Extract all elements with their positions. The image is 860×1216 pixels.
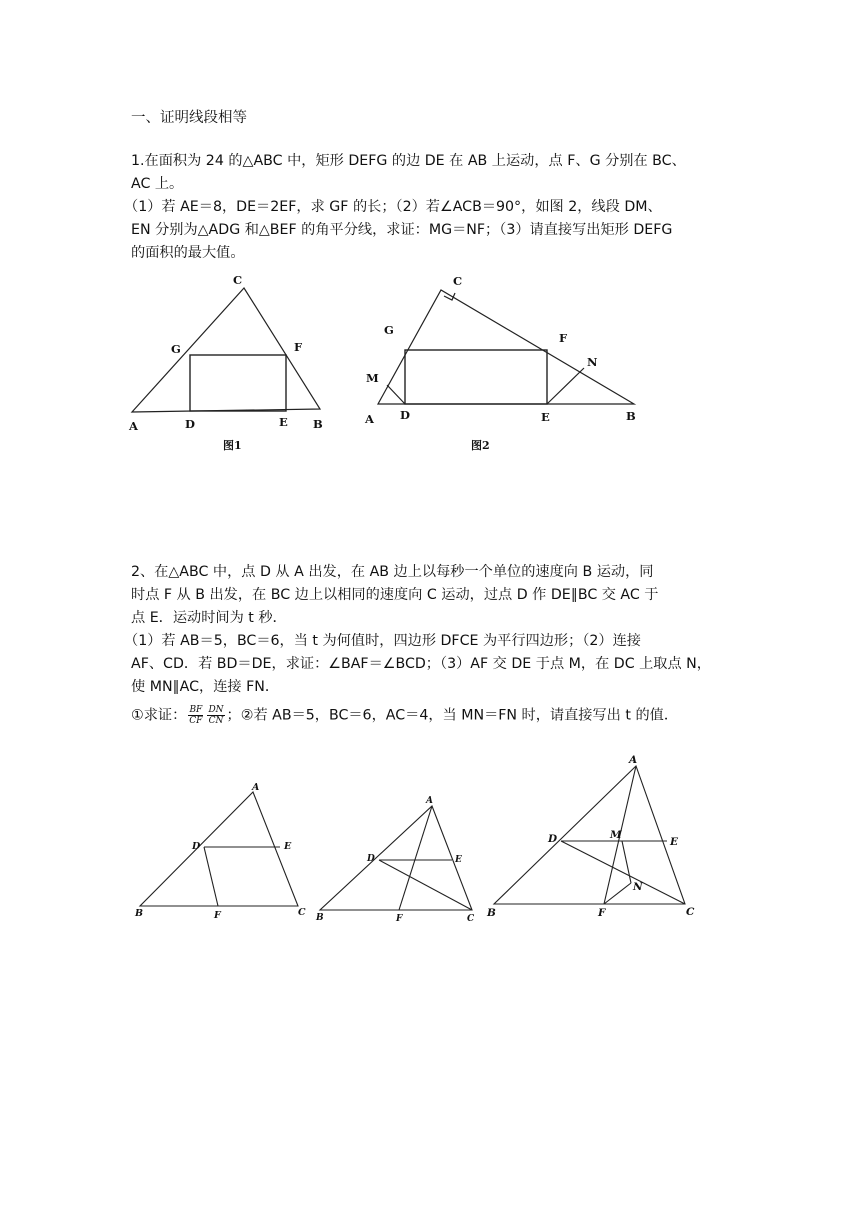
problem1-line: AC 上。 [131, 176, 184, 192]
fig3-label-e: E [284, 841, 292, 852]
problem2-line: 2、在△ABC 中，点 D 从 A 出发，在 AB 边上以每秒一个单位的速度向 B 运动，同 [131, 564, 654, 580]
fig5-segment-mn [622, 841, 631, 883]
fig5-label-d: D [548, 833, 558, 845]
fig5-label-b: B [487, 907, 496, 919]
fig2-label-n: N [587, 355, 598, 369]
section-title: 一、证明线段相等 [131, 110, 247, 126]
fig5-triangle-abc [494, 766, 685, 904]
fig2-label-g: G [384, 323, 394, 337]
fig3-label-d: D [192, 841, 201, 852]
fig4-label-c: C [467, 914, 475, 924]
fig5-label-e: E [670, 836, 679, 848]
last-line-prefix: ①求证： [131, 707, 187, 724]
problem1-line: 1.在面积为 24 的△ABC 中，矩形 DEFG 的边 DE 在 AB 上运动，点 F、G 分别在 BC、 [131, 153, 686, 169]
fig1-label-b: B [313, 417, 323, 431]
fig1-label-f: F [294, 340, 303, 354]
problem2-line: 时点 F 从 B 出发，在 BC 边上以相同的速度向 C 运动，过点 D 作 DE∥BC 交 AC 于 [131, 587, 659, 603]
fig1-label-c: C [233, 273, 243, 287]
fig3-label-c: C [298, 907, 306, 918]
fraction-numerator: DN [208, 705, 224, 715]
fig1-label-e: E [279, 415, 288, 429]
problem1-line: 的面积的最大值。 [131, 245, 245, 261]
fig2-label-d: D [400, 408, 410, 422]
fig3-label-a: A [252, 782, 260, 793]
fig5-label-f: F [598, 907, 606, 919]
fig1-label-g: G [171, 342, 181, 356]
fig2-label-f: F [559, 331, 568, 345]
problem1-line: EN 分别为△ADG 和△BEF 的角平分线，求证：MG＝NF；（3）请直接写出矩形 DEFG [131, 222, 673, 238]
fig1-caption: 图1 [223, 439, 242, 452]
fig5-label-m: M [610, 829, 622, 841]
fig4-label-a: A [426, 796, 433, 806]
fig5-label-n: N [633, 881, 643, 893]
fig4-label-f: F [396, 914, 403, 924]
fig2-caption: 图2 [471, 439, 490, 452]
last-line-suffix: ；②若 AB＝5，BC＝6，AC＝4，当 MN＝FN 时，请直接写出 t 的值． [226, 707, 679, 724]
fig2-label-e: E [541, 410, 550, 424]
fig2-label-a: A [365, 412, 374, 426]
fig3-label-b: B [135, 908, 144, 919]
fig1-label-d: D [185, 417, 195, 431]
fig4-label-b: B [316, 913, 324, 923]
problem2-line: （1）若 AB＝5，BC＝6，当 t 为何值时，四边形 DFCE 为平行四边形；（2）连接 [124, 633, 641, 649]
problem1-line: （1）若 AE＝8，DE＝2EF，求 GF 的长；（2）若∠ACB＝90°，如图 2，线段 DM、 [124, 199, 662, 215]
problem2-line: AF、CD．若 BD＝DE，求证：∠BAF＝∠BCD；（3）AF 交 DE 于点 M，在 DC 上取点 N， [131, 656, 711, 672]
fig3-label-f: F [214, 910, 221, 921]
fig4-label-d: D [367, 854, 375, 864]
fig4-label-e: E [455, 855, 462, 865]
fig2-label-b: B [626, 409, 636, 423]
fig2-label-c: C [453, 274, 463, 288]
fig5-label-a: A [629, 754, 638, 766]
fig1-label-a: A [129, 419, 138, 433]
fig2-label-m: M [366, 371, 379, 385]
problem2-line: 使 MN∥AC，连接 FN． [131, 679, 280, 695]
problem2-line: 点 E．运动时间为 t 秒． [131, 610, 287, 626]
fraction-denominator: CN [208, 716, 224, 726]
fig5-label-c: C [686, 906, 695, 918]
fraction-denominator: CF [189, 716, 203, 726]
fraction-numerator: BF [189, 705, 203, 715]
